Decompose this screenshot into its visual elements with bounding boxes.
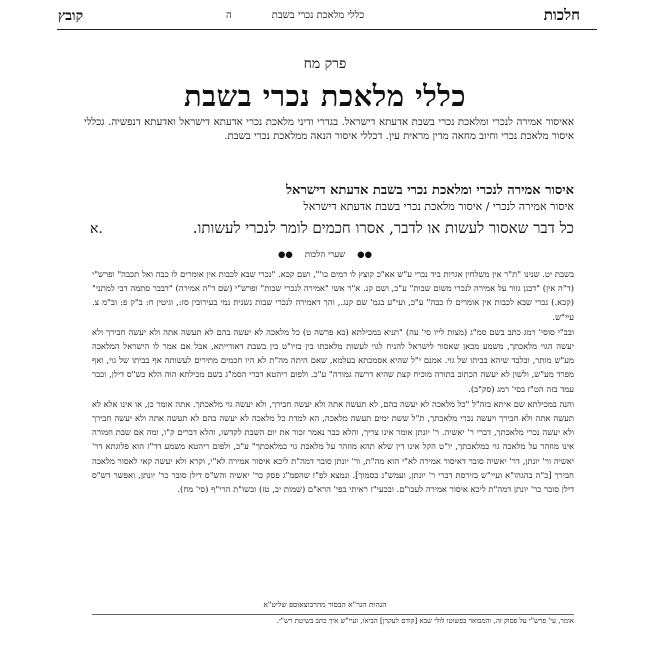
notes-body [92,267,574,497]
running-title: כללי מלאכת נכרי בשבת [271,10,365,21]
rule-text: כל דבר שאסור לעשות או לדבר, אסרו חכמים לומר לנכרי לעשותו. [192,219,574,237]
section-subtitle: איסור אמירה לנכרי / איסור מלאכת נכרי בשבת אדעתא דישראל [303,200,574,213]
section-title: איסור אמירה לנכרי ומלאכת נכרי בשבת אדעתא דישראל [285,183,574,198]
chapter-contents: אאיסור אמירה לנכרי ומלאכת נכרי בשבת אדעתא דישראל. בגדרי ודיני מלאכת נכרי אדעתא דישראל ואדעתא דנפשיה. גכללי איסור מלאכת נכרי וחיוב מחאה מדין מראית עין. דכללי איסור הנאה ממלאכת נכרי בשבת. [84,117,574,142]
ornament-right: ●● [277,250,293,260]
header-rule [57,29,597,30]
ornament-left: ●● [357,250,372,260]
note-paragraph: ובב"י סוסי' רמג כתב בשם סמ"ג (מצות לייו סי' עה) "תניא במכילתא (בא פרשה ט) כל מלאכה לא יעשה בהם לא תעשה אתה ולא יעשה חבירך ולא יעשה הגוי מלאכתך, משמע מכאן שאסור לישראל להניח לגוי לעשות מלאכתו בין בזיו"ט בין בשבת דאורייתא, אבל אם אמר לו הישראל המלאכה מע"ש מותר, ובלבד שיהא בביתו של גוי. אמנם י"ל שהיא אסמכתא בעלמא, שאם היתה מה"ת לא היו חכמים מתירים לעשותה אף בביתו של גוי, ואף מפרד מע"ש, ולשון לא יעשה הכתוב בתורה מוכיח קצת שהיא דרשה גמורה" ע"כ. ולפום ריהטא דברי הסמ"ג בשם מכילתא הוה הלא כש"ס דילן, וכבר עמד בזה הט"ז בסי' רמג (סק"ב). [92,326,574,394]
notes-header-text: שערי הלכות [304,250,346,260]
notes-header [0,249,650,260]
book-title: קובץ [58,8,84,24]
rule-number: א. [90,221,103,237]
footnote: אומר, עי' פרש"י על פסוק זה, והמבואר בפשוטו לולי שבא [קודם לעקרן] הביאו, ועיי"ש איך כתב בשיטת רש"י. [276,617,574,625]
chapter-title: כללי מלאכת נכרי בשבת [183,79,467,113]
footnote-rule [92,614,574,615]
note-paragraph: והנה במכילתא שם איתא בזה"ל "כל מלאכה לא יעשה בהם, לא תעשה אתה ולא יעשה חבירך, ולא יעשה גוי מלאכתך. אתה אומר כן, או אינו אלא לא תעשה אתה ולא חבירך ויעשה נכרי מלאכתך, ת"ל ששת ימים תעשה מלאכה, הא למדת כל מלאכה לא יעשה בהם לא תעשה אתה ולא יעשה חבירך ולא יעשה נכרי מלאכתך, דברי ר' יאשיה. ר' יונתן אומר אינו צריך, והלא כבר נאמר זכור את יום השבת לקדשו, והלא דברים ק"ו, ומה אם שבת חמורה אינו מוזהר על מלאכה גוי כמלאכתך, יו"ט הקל אינו דין שלא תהא מוזהר על מלאכת גוי כמלאכתך" ע"כ, ולפום ריהטא משמע דד"ז הוא פלוגתא דר' יאשיה ור' יונתן, דר' יאשיה סובר דאיסור אמירה לא"י הוא מה"ת, ור' יונתן סובר דמה"ת ליכא איסור אמירה לא"י, וקרא ולא יעשה קאי לאסור מלאכה חבירך [כ"ה בהגהו"א ועיי"ש בזירסת דברי ר' יונתן, ועמש"נ בסמוך]. ונמצא לפ"ז שהסמ"ג פסק כר' יאשיה והש"ס דילן סובר כר' יונתן, ואפשר דש"ס דילן סובר כר' יונתן דמה"ת ליכא איסור אמירה לעכו"ם. ובכעי"ז ראיתי בפי' הרא"ם (שמות יב, טז) ובשו"ת הרי"ף (סי' מח). [92,398,574,495]
page-number: ה [226,10,232,21]
section-name: חלכות [543,6,580,24]
chapter-heading: פרק מח [303,56,347,72]
approbation-line: הגהות הגר"א הבסור מהרבוצאוספ שליט"א [263,600,387,609]
note-paragraph: בשבת יט. שנינו "ת"ר אין משלחין אגרות ביד נכרי ע"ש אא"כ קוצץ לו דמים כו'", ושם קכא. "נכרי שבא לכבות אין אומרים לו כבה ואל תכבה" ופרש"י (ד"ה אין) "דבגן גזור על אמירה לנכרי משום שבות" ע"כ, ושם קנ. א"ר אשי "אמירה לנכרי שבות" ופרש"י (שם ד"ה אמירה) "דבבר סתמה דבי למתני" (קכא.) נכרי שבא לכבות אין אומרים לו כבה" ע"כ, ועי"ע בגמ' שם קנג., והך דאמירה לנכרי שבות נשנית נמי בעירובין סז:, וגיטין ח: ב"ק פ: וב"מ צ. עיי"ש. [92,269,574,322]
